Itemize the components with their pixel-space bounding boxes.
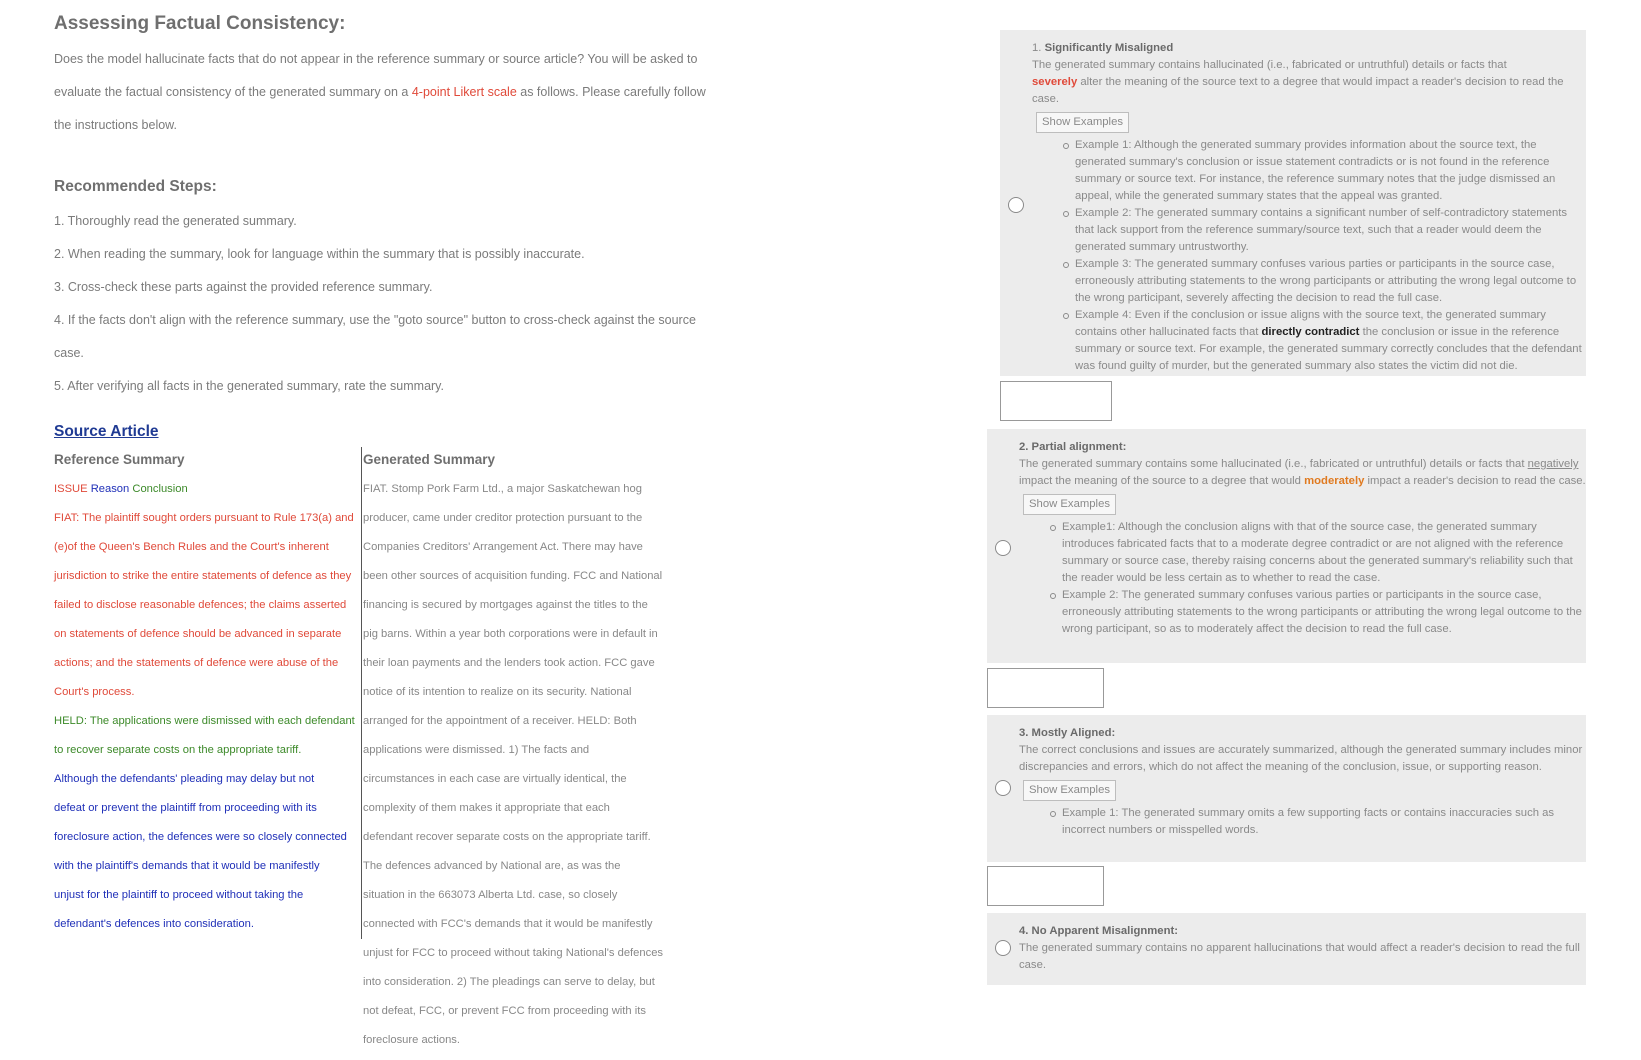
intro-line-2-pre: evaluate the factual consistency of the generated summary on a [54,85,412,99]
option-1-desc-bold: severely [1032,76,1078,88]
option-4-title: 4. No Apparent Misalignment: [1019,925,1179,937]
generated-line: unjust for FCC to proceed without taking National's defences [363,947,664,959]
option-2-panel [987,429,1586,663]
option-3-comment-box[interactable] [987,866,1104,906]
option-2-radio[interactable] [995,540,1011,556]
generated-line: defendant recover separate costs on the appropriate tariff. [363,831,651,843]
generated-line: foreclosure actions. [363,1034,461,1046]
option-1-example-4 [1063,307,1586,375]
generated-line: FIAT. Stomp Pork Farm Ltd., a major Saskatchewan hog [363,483,642,495]
generated-line: arranged for the appointment of a receiver. HELD: Both [363,715,637,727]
steps-title: Recommended Steps: [54,178,217,195]
option-3-example-1: Example 1: The generated summary omits a few supporting facts or contains inaccuracies such as incorrect numbers or misspelled words. [1050,805,1586,839]
option-4-radio[interactable] [995,940,1011,956]
option-1-title: Significantly Misaligned [1044,42,1174,54]
option-2-desc-underline: negatively [1527,458,1579,470]
likert-scale-text: 4-point Likert scale [411,85,517,99]
generated-line: into consideration. 2) The pleadings can serve to delay, but [363,976,655,988]
generated-line: complexity of them makes it appropriate that each [363,802,610,814]
column-divider [361,447,362,939]
legend-issue: ISSUE [54,483,88,495]
reference-line: on statements of defence should be advanced in separate [54,628,342,640]
step-3: 3. Cross-check these parts against the provided reference summary. [54,280,433,294]
reference-line: failed to disclose reasonable defences; the claims asserted [54,599,347,611]
option-1-radio[interactable] [1008,197,1024,213]
option-3-show-examples-button[interactable]: Show Examples [1023,780,1116,801]
intro-text [54,43,754,142]
generated-summary-heading: Generated Summary [363,452,496,467]
generated-line: circumstances in each case are virtually identical, the [363,773,627,785]
option-1-example-2: Example 2: The generated summary contains a significant number of self-contradictory statements that lack support from the reference summary/source text, such that a reader would deem the generated summary untrustworthy. [1063,205,1586,256]
option-2-desc-post: impact a reader's decision to read the case. [1364,475,1586,487]
option-1-desc [1032,57,1586,108]
intro-line-2 [54,76,754,109]
option-1-example-4-bold: directly contradict [1261,326,1360,338]
generated-line: their loan payments and the lenders took action. FCC gave [363,657,655,669]
option-2-comment-box[interactable] [987,668,1104,708]
option-1-number: 1. [1032,42,1045,54]
generated-line: applications were dismissed. 1) The facts and [363,744,590,756]
option-3-examples [1019,805,1586,839]
reference-line: Court's process. [54,686,135,698]
option-4-panel [987,913,1586,985]
option-4-desc: The generated summary contains no apparent hallucinations that would affect a reader's decision to read the full case. [1019,942,1580,971]
option-1-comment-box[interactable] [1000,381,1112,421]
reference-line: with the plaintiff's demands that it would be manifestly [54,860,320,872]
generated-line: Companies Creditors' Arrangement Act. There may have [363,541,643,553]
intro-line-1: Does the model hallucinate facts that do not appear in the reference summary or source article? You will be asked to [54,52,698,66]
option-1-panel [1000,30,1586,376]
reference-summary-text [54,480,359,944]
intro-line-3: the instructions below. [54,118,177,132]
option-2-examples [1019,519,1586,638]
reference-line: FIAT: The plaintiff sought orders pursuant to Rule 173(a) and [54,512,354,524]
option-2-desc [1019,456,1586,490]
option-3-desc: The correct conclusions and issues are accurately summarized, although the generated summary includes minor discrepancies and errors, which do not affect the meaning of the conclusion, issue, or supporting reason. [1019,744,1583,773]
source-article-link[interactable]: Source Article [54,423,159,440]
reference-line: defeat or prevent the plaintiff from proceeding with its [54,802,317,814]
generated-line: notice of its intention to realize on its security. National [363,686,632,698]
reference-line: (e)of the Queen's Bench Rules and the Court's inherent [54,541,329,553]
option-3-title: 3. Mostly Aligned: [1019,727,1116,739]
generated-line: pig barns. Within a year both corporations were in default in [363,628,658,640]
option-1-examples [1032,137,1586,375]
option-1-example-1: Example 1: Although the generated summary provides information about the source text, the generated summary's conclusion or issue statement contradicts or is not found in the reference summary or source text. For instance, the reference summary notes that the judge dismissed an appeal, while the generated summary states that the appeal was granted. [1063,137,1586,205]
reference-line: actions; and the statements of defence were abuse of the [54,657,339,669]
legend-reason: Reason [90,483,130,495]
option-1-desc-post: alter the meaning of the source text to a degree that would impact a reader's decision to read the case. [1032,76,1564,105]
option-1-show-examples-button[interactable]: Show Examples [1036,112,1129,133]
option-3-panel [987,715,1586,862]
reference-summary-heading: Reference Summary [54,452,185,467]
generated-line: connected with FCC's demands that it would be manifestly [363,918,653,930]
step-4: 4. If the facts don't align with the reference summary, use the "goto source" button to cross-check against the source [54,313,696,327]
generated-line: situation in the 663073 Alberta Ltd. case, so closely [363,889,618,901]
generated-line: been other sources of acquisition funding. FCC and National [363,570,663,582]
option-2-desc-pre: The generated summary contains some hallucinated (i.e., fabricated or untruthful) details or facts that [1019,458,1528,470]
legend-conclusion: Conclusion [132,483,188,495]
option-2-desc-bold: moderately [1304,475,1365,487]
intro-line-2-post: as follows. Please carefully follow [516,85,706,99]
reference-line: jurisdiction to strike the entire statements of defence as they [54,570,352,582]
option-2-example-2: Example 2: The generated summary confuses various parties or participants in the source case, erroneously attributing statements to the wrong participants or attributing the wrong legal outcome to the wrong participant, so as to moderately affect the decision to read the full case. [1050,587,1586,638]
reference-line: Although the defendants' pleading may delay but not [54,773,315,785]
generated-line: financing is secured by mortgages against the titles to the [363,599,648,611]
legend [54,480,359,509]
page-title: Assessing Factual Consistency: [54,13,346,34]
option-3-radio[interactable] [995,780,1011,796]
option-2-show-examples-button[interactable]: Show Examples [1023,494,1116,515]
reference-line: foreclosure action, the defences were so closely connected [54,831,347,843]
step-1: 1. Thoroughly read the generated summary. [54,214,297,228]
option-2-title: 2. Partial alignment: [1019,441,1127,453]
option-1-example-4-pre: Example 4: Even if the conclusion or issue aligns with the source text, the generated summary contains other hallucinated facts that [1075,309,1546,338]
generated-line: not defeat, FCC, or prevent FCC from proceeding with its [363,1005,646,1017]
step-4-cont: case. [54,346,84,360]
option-2-desc-mid: impact the meaning of the source to a degree that would [1019,475,1305,487]
option-1-desc-pre: The generated summary contains hallucinated (i.e., fabricated or untruthful) details or facts that [1032,59,1507,71]
generated-line: The defences advanced by National are, as was the [363,860,621,872]
option-1-example-4-post: the conclusion or issue in the reference summary or source text. For example, the generated summary correctly concludes that the defendant was found guilty of murder, but the generated summary also states the victim did not die. [1075,326,1582,372]
reference-line: unjust for the plaintiff to proceed without taking the [54,889,304,901]
reference-line: defendant's defences into consideration. [54,918,254,930]
reference-line: HELD: The applications were dismissed with each defendant [54,715,355,727]
reference-line: to recover separate costs on the appropriate tariff. [54,744,302,756]
generated-line: producer, came under creditor protection pursuant to the [363,512,643,524]
generated-summary-text [363,480,683,1060]
option-1-example-3: Example 3: The generated summary confuses various parties or participants in the source case, erroneously attributing statements to the wrong participants or attributing the wrong legal outcome to the wrong participant, severely affecting the decision to read the full case. [1063,256,1586,307]
step-5: 5. After verifying all facts in the generated summary, rate the summary. [54,379,444,393]
step-2: 2. When reading the summary, look for language within the summary that is possibly inaccurate. [54,247,585,261]
option-2-example-1: Example1: Although the conclusion aligns with that of the source case, the generated summary introduces fabricated facts that to a moderate degree contradict or are not aligned with the reference summary or source case, thereby raising concerns about the generated summary's reliability such that the reader would be less certain as to whether to read the case. [1050,519,1586,587]
